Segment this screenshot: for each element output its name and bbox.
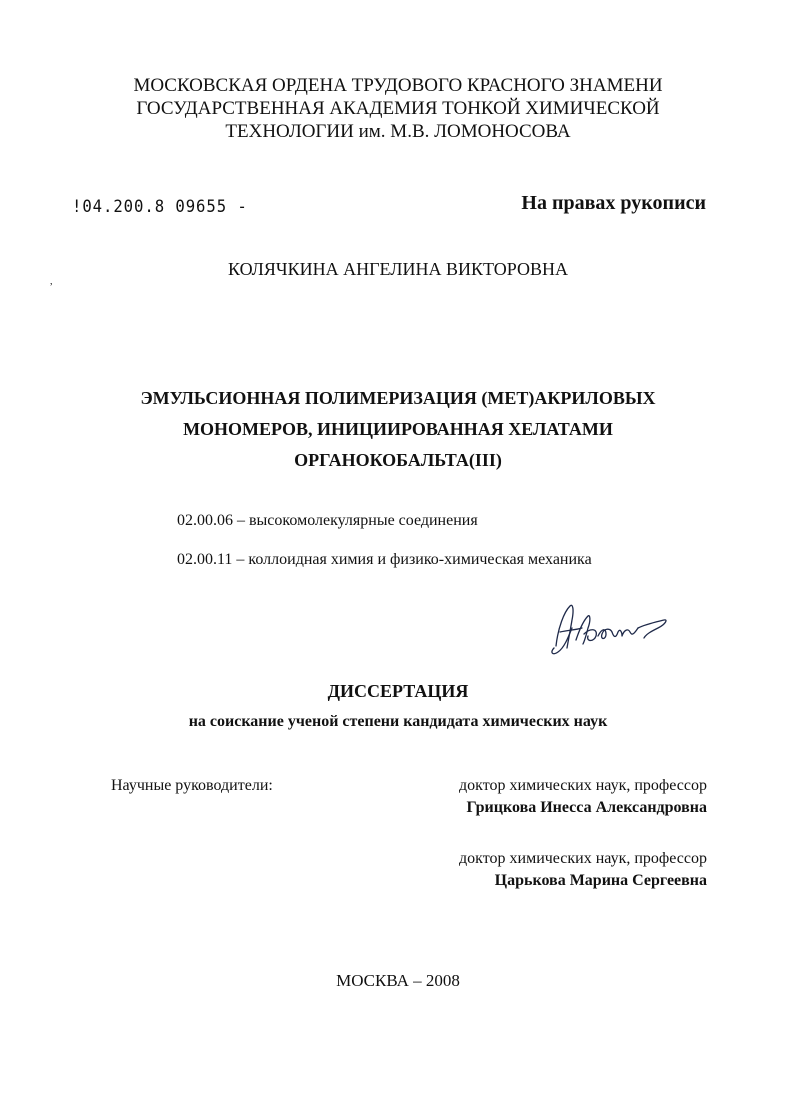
title-line-1: ЭМУЛЬСИОННАЯ ПОЛИМЕРИЗАЦИЯ (МЕТ)АКРИЛОВЫХ (140, 388, 656, 408)
author-signature (546, 598, 678, 660)
library-stamp-number: !04.200.8 09655 - (72, 197, 248, 217)
manuscript-rights-note: На правах рукописи (521, 192, 706, 214)
institution-line-1: МОСКОВСКАЯ ОРДЕНА ТРУДОВОГО КРАСНОГО ЗНАМЕНИ (133, 75, 663, 96)
city-year: МОСКВА – 2008 (336, 971, 460, 990)
institution-line-2: ГОСУДАРСТВЕННАЯ АКАДЕМИЯ ТОНКОЙ ХИМИЧЕСКОЙ (136, 98, 660, 119)
supervisor-2-degree: доктор химических наук, профессор (459, 850, 707, 867)
title-line-2: МОНОМЕРОВ, ИНИЦИИРОВАННАЯ ХЕЛАТАМИ (183, 419, 613, 439)
specialty-2: 02.00.11 – коллоидная химия и физико-химическая механика (177, 551, 592, 568)
supervisor-2-name: Царькова Марина Сергеевна (494, 872, 707, 889)
title-line-3: ОРГАНОКОБАЛЬТА(III) (294, 450, 502, 470)
author-name: КОЛЯЧКИНА АНГЕЛИНА ВИКТОРОВНА (228, 259, 568, 279)
dissertation-title (0, 383, 796, 476)
supervisor-2 (459, 848, 707, 892)
supervisor-1-degree: доктор химических наук, профессор (459, 777, 707, 794)
specialty-1: 02.00.06 – высокомолекулярные соединения (177, 512, 478, 529)
supervisor-1-name: Грицкова Инесса Александровна (466, 799, 707, 816)
supervisors-label: Научные руководители: (111, 777, 273, 794)
supervisor-1 (459, 775, 707, 819)
institution-name (0, 74, 796, 143)
document-type: ДИССЕРТАЦИЯ (327, 681, 469, 701)
stray-mark: , (50, 276, 53, 287)
institution-line-3: ТЕХНОЛОГИИ им. М.В. ЛОМОНОСОВА (225, 121, 571, 142)
degree-statement: на соискание ученой степени кандидата химических наук (188, 713, 608, 730)
